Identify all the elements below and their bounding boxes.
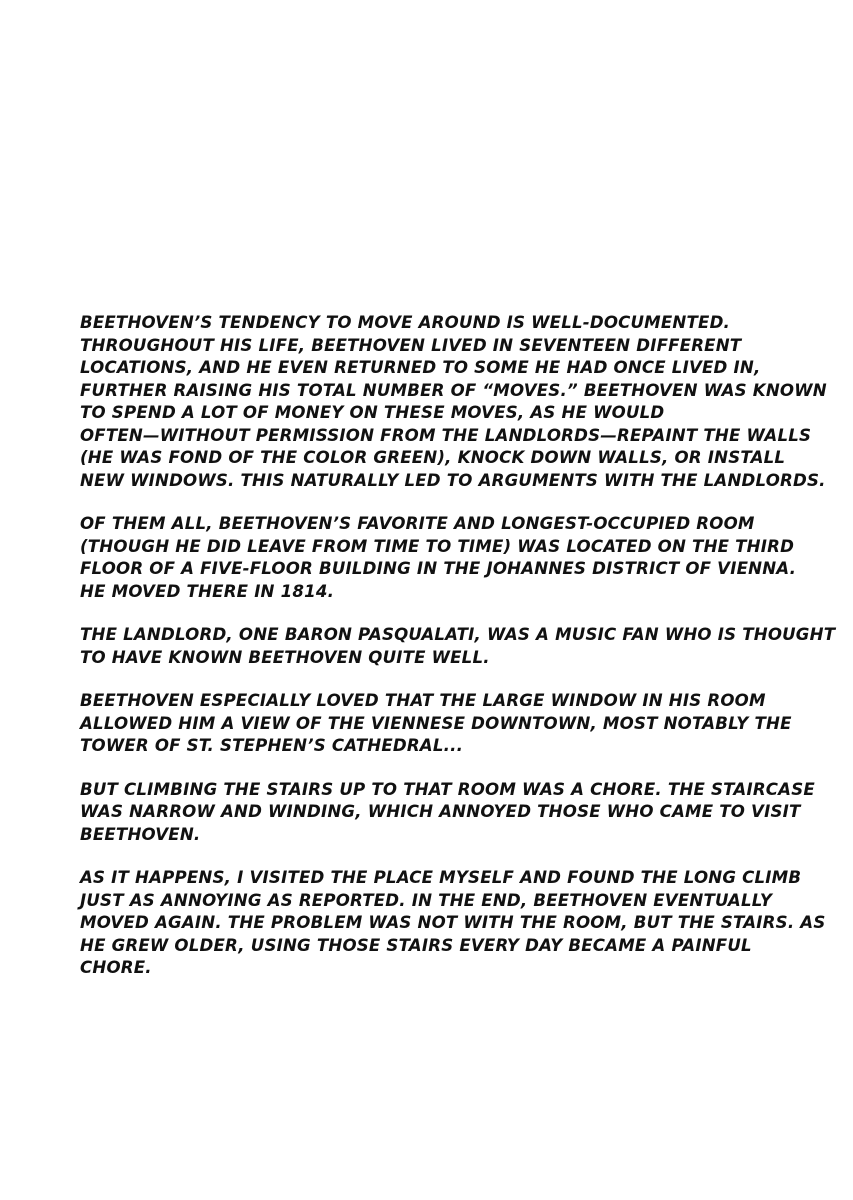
text-line: MOVED AGAIN. THE PROBLEM WAS NOT WITH THE ROOM, BUT THE STAIRS. AS	[80, 913, 826, 932]
text-line: FURTHER RAISING HIS TOTAL NUMBER OF “MOVES.” BEETHOVEN WAS KNOWN	[80, 380, 827, 400]
text-line: (HE WAS FOND OF THE COLOR GREEN), KNOCK DOWN WALLS, OR INSTALL	[80, 448, 786, 467]
text-line: ALLOWED HIM A VIEW OF THE VIENNESE DOWNTOWN, MOST NOTABLY THE	[80, 713, 792, 733]
text-line: AS IT HAPPENS, I VISITED THE PLACE MYSELF AND FOUND THE LONG CLIMB	[80, 868, 802, 887]
text-line: TOWER OF ST. STEPHEN’S CATHEDRAL...	[80, 736, 464, 755]
text-line: WAS NARROW AND WINDING, WHICH ANNOYED THOSE WHO CAME TO VISIT	[80, 802, 801, 821]
paragraph-2	[80, 513, 800, 603]
text-line: BUT CLIMBING THE STAIRS UP TO THAT ROOM WAS A CHORE. THE STAIRCASE	[80, 779, 815, 799]
text-line: NEW WINDOWS. THIS NATURALLY LED TO ARGUMENTS WITH THE LANDLORDS.	[80, 470, 826, 490]
text-line: HE MOVED THERE IN 1814.	[80, 581, 335, 601]
text-line: TO SPEND A LOT OF MONEY ON THESE MOVES, AS HE WOULD	[80, 403, 665, 422]
text-line: THROUGHOUT HIS LIFE, BEETHOVEN LIVED IN SEVENTEEN DIFFERENT	[80, 335, 742, 355]
paragraph-5	[80, 779, 815, 847]
text-line: HE GREW OLDER, USING THOSE STAIRS EVERY DAY BECAME A PAINFUL	[80, 935, 752, 955]
text-block	[80, 312, 836, 1001]
text-line: JUST AS ANNOYING AS REPORTED. IN THE END, BEETHOVEN EVENTUALLY	[80, 890, 773, 910]
text-line: TO HAVE KNOWN BEETHOVEN QUITE WELL.	[80, 647, 490, 667]
text-line: THE LANDLORD, ONE BARON PASQUALATI, WAS A MUSIC FAN WHO IS THOUGHT	[80, 625, 836, 644]
text-line: BEETHOVEN ESPECIALLY LOVED THAT THE LARGE WINDOW IN HIS ROOM	[80, 691, 766, 710]
paragraph-6	[80, 867, 826, 980]
text-line: OF THEM ALL, BEETHOVEN’S FAVORITE AND LONGEST-OCCUPIED ROOM	[80, 514, 755, 533]
text-line: BEETHOVEN’S TENDENCY TO MOVE AROUND IS WELL-DOCUMENTED.	[80, 313, 731, 332]
text-line: OFTEN—WITHOUT PERMISSION FROM THE LANDLORDS—REPAINT THE WALLS	[80, 425, 812, 445]
text-line: CHORE.	[80, 958, 152, 977]
text-line: BEETHOVEN.	[80, 824, 201, 844]
paragraph-4	[80, 690, 800, 758]
text-line: (THOUGH HE DID LEAVE FROM TIME TO TIME) WAS LOCATED ON THE THIRD	[80, 536, 795, 556]
text-line: FLOOR OF A FIVE-FLOOR BUILDING IN THE JOHANNES DISTRICT OF VIENNA.	[80, 559, 797, 578]
paragraph-1	[80, 312, 827, 492]
text-line: LOCATIONS, AND HE EVEN RETURNED TO SOME HE HAD ONCE LIVED IN,	[80, 358, 761, 377]
paragraph-3	[80, 624, 836, 669]
